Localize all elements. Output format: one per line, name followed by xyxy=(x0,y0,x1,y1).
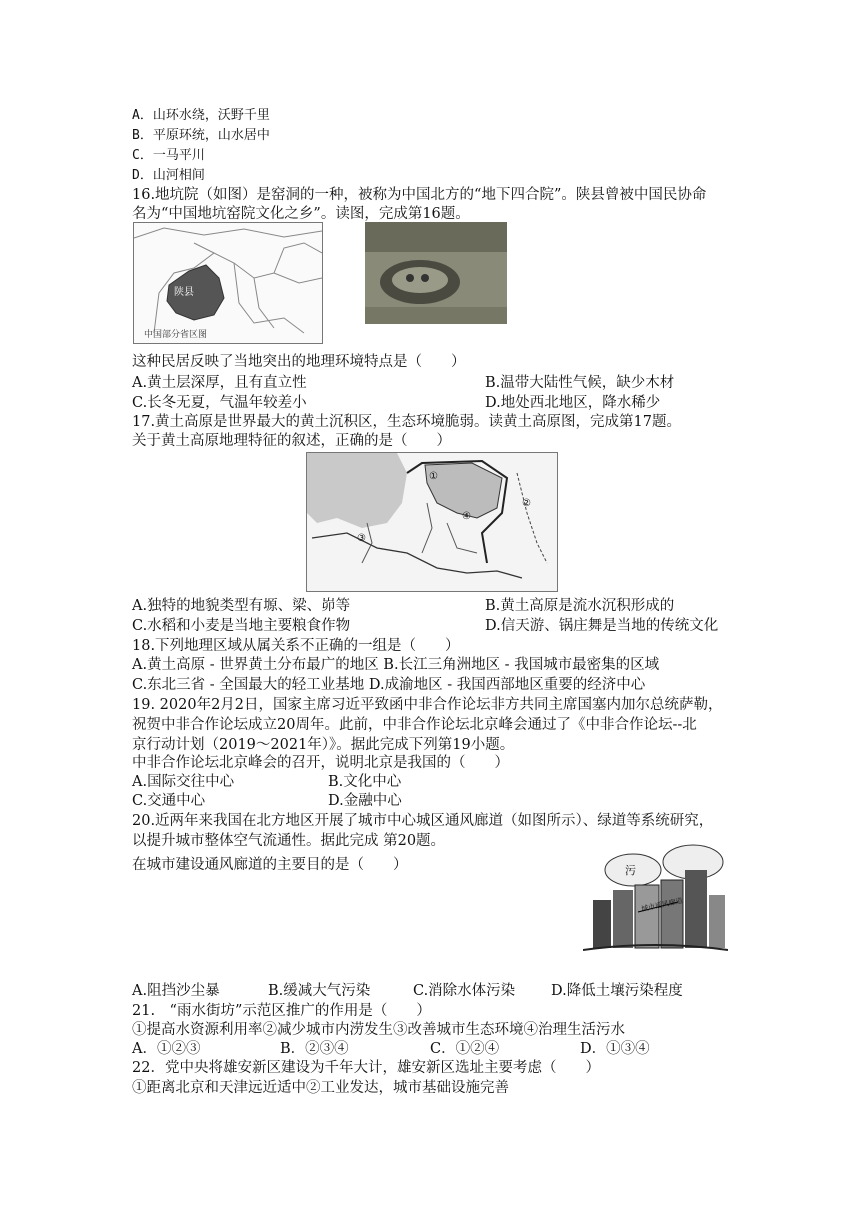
q19-option-d: D.金融中心 xyxy=(328,793,402,809)
dikeng-photo-drawing xyxy=(365,222,507,324)
q19-option-b: B.文化中心 xyxy=(328,774,402,790)
q15-option-d: D．山河相间 xyxy=(132,168,205,183)
q21-option-b: B．②③④ xyxy=(280,1041,349,1057)
q19-stem-1: 19. 2020年2月2日，国家主席习近平致函中非合作论坛非方共同主席国塞内加尔总统萨勒， xyxy=(132,697,723,713)
q20-option-b: B.缓减大气污染 xyxy=(268,983,371,999)
q16-stem-2: 名为“中国地坑窑院文化之乡”。读图，完成第16题。 xyxy=(132,206,470,222)
q16-option-a: A.黄土层深厚，且有直立性 xyxy=(132,375,307,391)
q18-options-cd: C.东北三省 - 全国最大的轻工业基地 D.成渝地区 - 我国西部地区重要的经济中心 xyxy=(132,677,646,693)
q22-stem: 22．党中央将雄安新区建设为千年大计，雄安新区选址主要考虑（ ） xyxy=(132,1060,600,1076)
province-map-figure xyxy=(133,222,323,344)
map-mark-2: ② xyxy=(522,498,531,509)
map-mark-4: ④ xyxy=(462,511,471,522)
q16-stem-1: 16.地坑院（如图）是窑洞的一种，被称为中国北方的“地下四合院”。陕县曾被中国民协命 xyxy=(132,187,707,203)
map-mark-1: ① xyxy=(429,471,438,482)
q19-option-c: C.交通中心 xyxy=(132,793,206,809)
q15-option-b: B．平原环统，山水居中 xyxy=(132,128,270,143)
q19-stem-2: 祝贺中非合作论坛成立20周年。此前，中非合作论坛北京峰会通过了《中非合作论坛--北 xyxy=(132,717,697,733)
q17-option-b: B.黄土高原是流水沉积形成的 xyxy=(485,598,675,614)
dikeng-photo xyxy=(365,222,507,324)
shanxian-label: 陕县 xyxy=(174,287,194,298)
map-caption: 中国部分省区图 xyxy=(144,330,208,340)
q16-option-c: C.长冬无夏，气温年较差小 xyxy=(132,395,307,411)
q21-option-d: D．①③④ xyxy=(580,1041,650,1057)
ventilation-corridor-drawing xyxy=(583,840,728,960)
ventilation-corridor-figure xyxy=(583,840,728,960)
pollution-label: 污 xyxy=(625,864,636,877)
q18-options-ab: A.黄土高原 - 世界黄土分布最广的地区 B.长江三角洲地区 - 我国城市最密集的区域 xyxy=(132,657,660,673)
q17-question: 关于黄土高原地理特征的叙述，正确的是（ ） xyxy=(132,433,451,449)
q19-question: 中非合作论坛北京峰会的召开，说明北京是我国的（ ） xyxy=(132,755,509,771)
q21-items: ①提高水资源利用率②减少城市内涝发生③改善城市生态环境④治理生活污水 xyxy=(132,1022,625,1038)
q18-stem: 18.下列地理区域从属关系不正确的一组是（ ） xyxy=(132,638,460,654)
q20-option-d: D.降低土壤污染程度 xyxy=(551,983,683,999)
province-map-drawing xyxy=(134,223,322,343)
q20-option-a: A.阻挡沙尘暴 xyxy=(132,983,220,999)
q17-option-d: D.信天游、锅庄舞是当地的传统文化 xyxy=(485,618,719,634)
q21-option-a: A．①②③ xyxy=(132,1041,201,1057)
loess-plateau-map xyxy=(306,452,558,592)
q21-option-c: C．①②④ xyxy=(430,1041,500,1057)
q20-stem-2: 以提升城市整体空气流通性。据此完成 第20题。 xyxy=(132,833,446,849)
q15-option-c: C．一马平川 xyxy=(132,148,205,163)
q20-question: 在城市建设通风廊道的主要目的是（ ） xyxy=(132,857,408,873)
q20-option-c: C.消除水体污染 xyxy=(413,983,516,999)
q16-option-d: D.地处西北地区，降水稀少 xyxy=(485,395,661,411)
map-mark-3: ③ xyxy=(357,533,366,544)
q16-option-b: B.温带大陆性气候，缺少木材 xyxy=(485,375,675,391)
q19-option-a: A.国际交往中心 xyxy=(132,774,235,790)
q17-option-c: C.水稻和小麦是当地主要粮食作物 xyxy=(132,618,351,634)
q15-option-a: A．山环水绕，沃野千里 xyxy=(132,108,270,123)
q22-items: ①距离北京和天津远近适中②工业发达，城市基础设施完善 xyxy=(132,1080,509,1096)
q16-question: 这种民居反映了当地突出的地理环境特点是（ ） xyxy=(132,354,466,370)
q17-option-a: A.独特的地貌类型有塬、梁、峁等 xyxy=(132,598,351,614)
q20-stem-1: 20.近两年来我国在北方地区开展了城市中心城区通风廊道（如图所示）、绿道等系统研究， xyxy=(132,813,714,829)
q17-stem-1: 17.黄土高原是世界最大的黄土沉积区，生态环境脆弱。读黄土高原图，完成第17题。 xyxy=(132,414,682,430)
q21-stem: 21. “雨水街坊”示范区推广的作用是（ ） xyxy=(132,1003,431,1019)
corridor-label: 城市通风廊道 xyxy=(640,896,684,914)
q19-stem-3: 京行动计划（2019～2021年）》。据此完成下列第19小题。 xyxy=(132,737,515,753)
